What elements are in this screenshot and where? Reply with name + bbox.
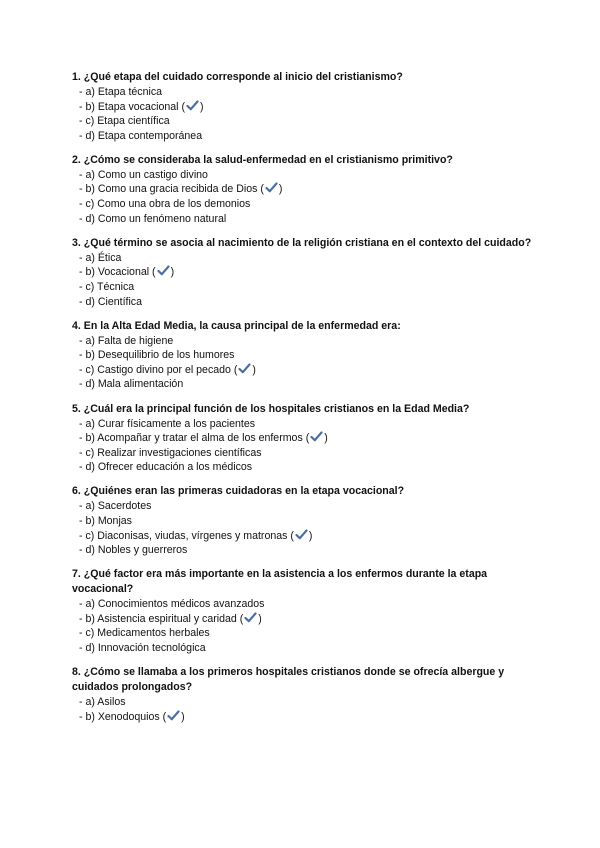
answer-text: - a) Falta de higiene — [79, 334, 174, 347]
answer-option-correct: - b) Vocacional ( ) — [79, 266, 175, 279]
answer-option-correct: - b) Xenodoquios ( ) — [79, 710, 185, 723]
answer-option-correct: - b) Asistencia espiritual y caridad ( ) — [79, 612, 262, 625]
answer-option — [79, 641, 542, 656]
check-mark-icon — [295, 529, 308, 540]
question-block — [72, 153, 542, 226]
answer-option — [79, 460, 542, 475]
answer-option — [79, 499, 542, 514]
question-block — [72, 70, 542, 143]
answer-option — [79, 114, 542, 129]
answer-text: - b) Xenodoquios — [79, 710, 160, 723]
question-block — [72, 484, 542, 557]
answer-option — [79, 626, 542, 641]
answer-option-correct: - b) Como una gracia recibida de Dios ( ) — [79, 183, 283, 196]
question-block — [72, 236, 542, 309]
answer-text: - a) Conocimientos médicos avanzados — [79, 598, 265, 611]
answer-text: - d) Ofrecer educación a los médicos — [79, 461, 253, 474]
answer-text: - c) Técnica — [79, 280, 135, 293]
question-title: 5. ¿Cuál era la principal función de los hospitales cristianos en la Edad Media? — [72, 402, 470, 415]
answer-text: - c) Diaconisas, viudas, vírgenes y matronas — [79, 529, 288, 542]
answer-options — [72, 251, 542, 309]
check-mark-icon — [244, 612, 257, 623]
answer-text: - b) Asistencia espiritual y caridad — [79, 612, 237, 625]
answer-option — [79, 417, 542, 432]
question-title: 6. ¿Quiénes eran las primeras cuidadoras en la etapa vocacional? — [72, 485, 405, 498]
answer-text: - a) Etapa técnica — [79, 86, 163, 98]
answer-text: - d) Nobles y guerreros — [79, 544, 188, 557]
answer-option — [79, 334, 542, 349]
check-mark-icon — [167, 710, 180, 721]
check-mark-icon — [238, 363, 251, 374]
answer-option — [79, 251, 542, 266]
question-block — [72, 567, 542, 655]
question-title: 2. ¿Cómo se consideraba la salud-enfermedad en el cristianismo primitivo? — [72, 153, 453, 166]
answer-option — [79, 280, 542, 295]
check-mark-icon — [186, 100, 199, 111]
check-mark-icon — [157, 265, 170, 276]
answer-text: - b) Monjas — [79, 514, 132, 527]
answer-option — [79, 348, 542, 363]
question-block — [72, 665, 542, 724]
answer-text: - d) Innovación tecnológica — [79, 642, 206, 655]
answer-options — [72, 334, 542, 392]
answer-option — [79, 168, 542, 183]
question-title: 4. En la Alta Edad Media, la causa principal de la enfermedad era: — [72, 319, 401, 332]
answer-text: - a) Como un castigo divino — [79, 168, 208, 181]
answer-text: - c) Castigo divino por el pecado — [79, 363, 231, 376]
answer-option-correct: - b) Acompañar y tratar el alma de los enfermos ( ) — [79, 432, 328, 445]
answer-option — [79, 695, 542, 710]
answer-text: - c) Etapa científica — [79, 115, 170, 128]
answer-text: - d) Científica — [79, 295, 142, 308]
question-title: 3. ¿Qué término se asocia al nacimiento de la religión cristiana en el contexto del cuidado? — [72, 236, 532, 249]
answer-text: - b) Desequilibrio de los humores — [79, 349, 235, 362]
answer-option — [79, 543, 542, 558]
answer-text: - c) Realizar investigaciones científicas — [79, 446, 262, 459]
answer-text: - b) Etapa vocacional — [79, 100, 179, 113]
answer-text: - b) Vocacional — [79, 266, 150, 279]
question-block — [72, 319, 542, 392]
answer-option — [79, 377, 542, 392]
answer-option-correct: - c) Diaconisas, viudas, vírgenes y matronas ( ) — [79, 529, 313, 542]
question-title: 1. ¿Qué etapa del cuidado corresponde al inicio del cristianismo? — [72, 71, 403, 83]
answer-options — [72, 168, 542, 226]
answer-text: - a) Sacerdotes — [79, 500, 152, 513]
answer-options — [72, 85, 542, 143]
answer-text: - a) Asilos — [79, 696, 126, 709]
question-title: 8. ¿Cómo se llamaba a los primeros hospitales cristianos donde se ofrecía albergue y cuidados prolongados? — [72, 666, 505, 694]
answer-text: - c) Como una obra de los demonios — [79, 198, 251, 211]
question-title: 7. ¿Qué factor era más importante en la asistencia a los enfermos durante la etapa vocacional? — [72, 568, 488, 596]
answer-option — [79, 446, 542, 461]
check-mark-icon — [265, 182, 278, 193]
check-mark-icon — [310, 431, 323, 442]
answer-option — [79, 197, 542, 212]
answer-option — [79, 129, 542, 144]
answer-text: - a) Curar físicamente a los pacientes — [79, 417, 256, 430]
answer-text: - c) Medicamentos herbales — [79, 627, 210, 640]
question-block — [72, 402, 542, 475]
answer-options — [72, 695, 542, 724]
answer-options — [72, 597, 542, 655]
answer-text: - d) Mala alimentación — [79, 378, 184, 391]
answer-text: - a) Ética — [79, 251, 122, 264]
answer-text: - d) Como un fenómeno natural — [79, 212, 227, 225]
answer-option — [79, 85, 542, 100]
answer-option — [79, 212, 542, 227]
answer-option — [79, 295, 542, 310]
quiz-document — [72, 70, 542, 734]
answer-text: - b) Como una gracia recibida de Dios — [79, 183, 258, 196]
answer-option — [79, 514, 542, 529]
answer-text: - b) Acompañar y tratar el alma de los enfermos — [79, 432, 303, 445]
answer-options — [72, 417, 542, 475]
answer-option — [79, 597, 542, 612]
answer-option-correct: - b) Etapa vocacional ( ) — [79, 100, 204, 113]
answer-options — [72, 499, 542, 557]
answer-option-correct: - c) Castigo divino por el pecado ( ) — [79, 363, 256, 376]
answer-text: - d) Etapa contemporánea — [79, 129, 203, 142]
